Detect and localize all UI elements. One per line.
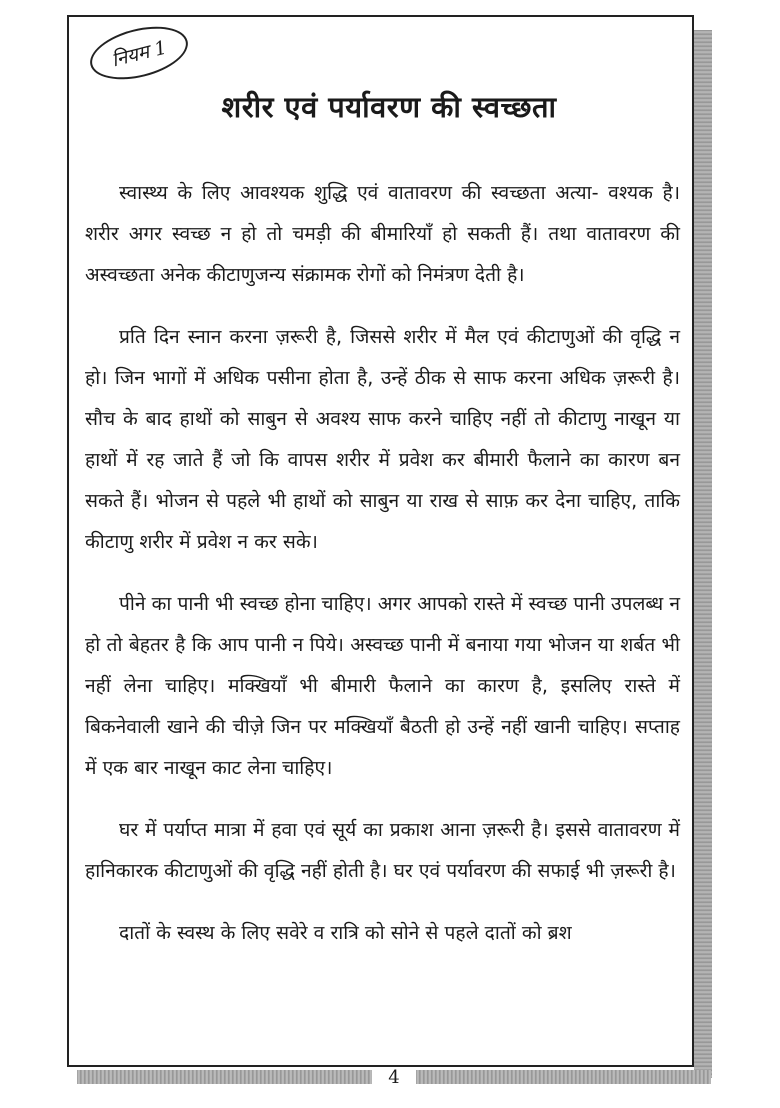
rule-badge	[85, 18, 194, 89]
page-shadow-right	[694, 30, 712, 1078]
rule-badge-label: नियम 1	[109, 36, 170, 72]
paragraph-3: पीने का पानी भी स्वच्छ होना चाहिए। अगर आपको रास्ते में स्वच्छ पानी उपलब्ध न हो तो बेहतर है कि आप पानी न पिये। अस्वच्छ पानी में बनाया गया भोजन या शर्बत भी नहीं लेना चाहिए। मक्खियाँ भी बीमारी फैलाने का कारण है, इसलिए रास्ते में बिकनेवाली खाने की चीज़े जिन पर मक्खियाँ बैठती हो उन्हें नहीं खानी चाहिए। सप्ताह में एक बार नाखून काट लेना चाहिए।	[85, 592, 680, 779]
footer-shadow-right	[416, 1070, 711, 1084]
paragraph-1: स्वास्थ्य के लिए आवश्यक शुद्धि एवं वातावरण की स्वच्छता अत्या- वश्यक है। शरीर अगर स्वच्छ न हो तो चमड़ी की बीमारियाँ हो सकती हैं। तथा वातावरण की अस्वच्छता अनेक कीटाणुजन्य संक्रामक रोगों को निमंत्रण देती है।	[85, 181, 680, 286]
page-number: 4	[388, 1066, 400, 1088]
footer-shadow-left	[77, 1070, 372, 1084]
body-text	[85, 172, 680, 953]
page-footer	[77, 1068, 711, 1086]
paragraph-5: दातों के स्वस्थ के लिए सवेरे व रात्रि को सोने से पहले दातों को ब्रश	[119, 921, 572, 944]
paragraph-2: प्रति दिन स्नान करना ज़रूरी है, जिससे शरीर में मैल एवं कीटाणुओं की वृद्धि न हो। जिन भागों में अधिक पसीना होता है, उन्हें ठीक से साफ करना अधिक ज़रूरी है। सौच के बाद हाथों को साबुन से अवश्य साफ करने चाहिए नहीं तो कीटाणु नाखून या हाथों में रह जाते हैं जो कि वापस शरीर में प्रवेश कर बीमारी फैलाने का कारण बन सकते हैं। भोजन से पहले भी हाथों को साबुन या राख से साफ़ कर देना चाहिए, ताकि कीटाणु शरीर में प्रवेश न कर सके।	[85, 325, 680, 553]
page-title: शरीर एवं पर्यावरण की स्वच्छता	[221, 90, 557, 124]
paragraph-4: घर में पर्याप्त मात्रा में हवा एवं सूर्य का प्रकाश आना ज़रूरी है। इससे वातावरण में हानिकारक कीटाणुओं की वृद्धि नहीं होती है। घर एवं पर्यावरण की सफाई भी ज़रूरी है।	[85, 818, 680, 882]
book-page	[67, 15, 694, 1067]
